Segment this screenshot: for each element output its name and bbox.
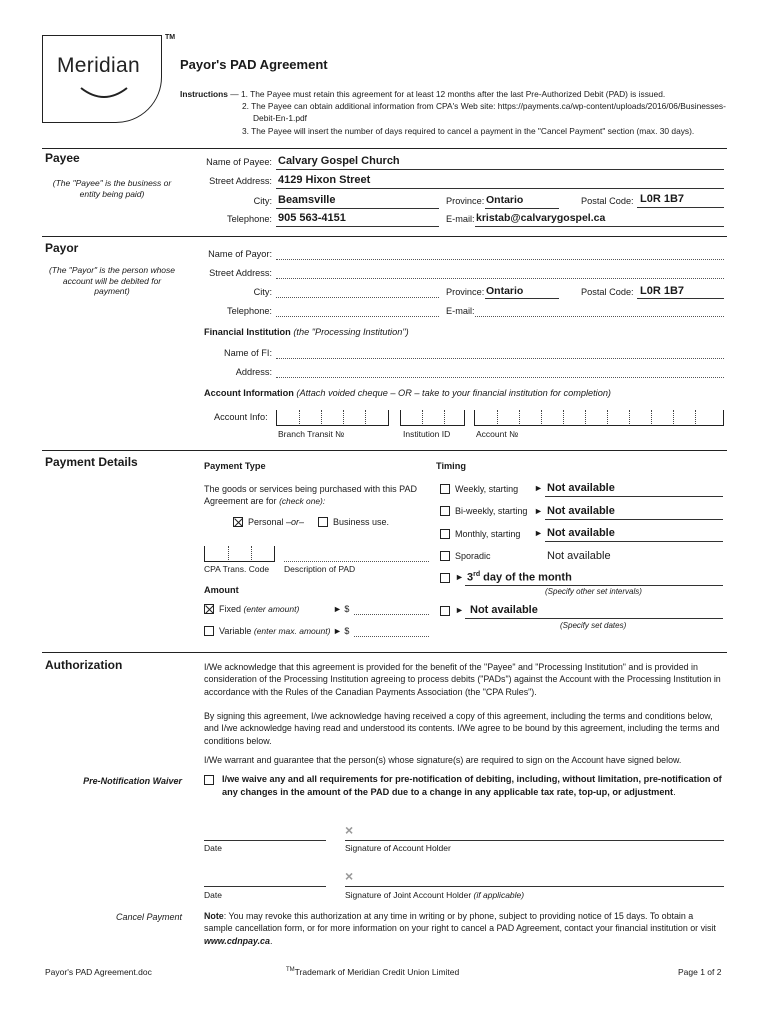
variable-note: (enter max. amount) [253, 626, 331, 636]
payor-province-label: Province: [446, 287, 485, 297]
account-note: (Attach voided cheque – OR – take to your financial institution for completion) [296, 388, 611, 398]
payee-postal-label: Postal Code: [581, 196, 634, 206]
personal-label: Personal [248, 517, 284, 527]
payee-phone-line [276, 226, 439, 227]
payee-city-line [276, 208, 439, 209]
waiver-label: Pre-Notification Waiver [83, 776, 182, 786]
variable-amount-checkbox[interactable] [204, 626, 214, 636]
instruction-2: 2. The Payee can obtain additional information from CPA's Web site: https://payments.ca/wp-content/uploads/2016/06/Businesses-Debit-En-1.pdf [242, 101, 726, 124]
payee-street-label: Street Address: [209, 176, 272, 186]
set-dates-arrow: ► [455, 605, 464, 615]
instructions [180, 88, 735, 137]
pad-description-field[interactable] [284, 561, 429, 562]
payee-name-value[interactable]: Calvary Gospel Church [278, 155, 400, 167]
waiver-text: I/we waive any and all requirements for pre-notification of debiting, including, without limitation, pre-notification of any changes in the amount of the PAD due to a change in any applicable tax rate, top-up, or adjustment [222, 774, 722, 797]
footer-tm-mark: TM [286, 967, 295, 974]
fi-address-field[interactable] [276, 377, 724, 378]
footer-doc-name: Payor's PAD Agreement.doc [45, 967, 152, 977]
payee-section-title: Payee [45, 151, 80, 165]
payor-note: (The "Payor" is the person whose account will be debited for payment) [48, 265, 176, 296]
account-title: Account Information [204, 388, 294, 398]
personal-row [248, 517, 304, 527]
account-number-field[interactable] [474, 410, 724, 426]
payee-phone-value[interactable]: 905 563-4151 [278, 212, 346, 224]
payor-postal-value[interactable]: L0R 1B7 [640, 285, 685, 297]
authorization-p3: I/We warrant and guarantee that the person(s) whose signature(s) are required to sign on the Account have signed below. [204, 755, 682, 765]
monthly-label: Monthly, starting [455, 529, 521, 539]
sign-here-icon: × [345, 868, 354, 884]
instructions-label: Instructions [180, 89, 228, 99]
sporadic-label: Sporadic [455, 551, 491, 561]
payee-street-value[interactable]: 4129 Hixon Street [278, 174, 371, 186]
other-interval-line [465, 585, 723, 586]
authorization-section-title: Authorization [45, 658, 123, 672]
payee-name-label: Name of Payee: [206, 157, 272, 167]
other-interval-sup: rd [473, 571, 481, 578]
other-interval-rest: day of the month [480, 571, 572, 584]
weekly-label: Weekly, starting [455, 484, 519, 494]
set-dates-line [465, 618, 723, 619]
section-divider [42, 236, 727, 237]
variable-arrow: ► $ [333, 626, 350, 636]
payee-province-label: Province: [446, 196, 485, 206]
footer-page-number: Page 1 of 2 [678, 967, 722, 977]
logo-smile-icon [79, 84, 129, 102]
meridian-logo [42, 34, 176, 123]
payor-province-value[interactable]: Ontario [486, 285, 524, 297]
timing-title: Timing [436, 461, 466, 471]
payee-note: (The "Payee" is the business or entity being paid) [52, 178, 172, 199]
authorization-p1: I/We acknowledge that this agreement is provided for the benefit of the "Payee" and "Processing Institution" and is provided in consideration of the Processing Institution agreeing to process debits ("PADs") against the Account with the Processing Institution in accordance with the Rules of the Canadian Payments Association (the "CPA Rules"). [204, 662, 721, 697]
footer-trademark [286, 967, 459, 977]
fi-heading [204, 327, 409, 337]
joint-signature-note: (if applicable) [473, 890, 525, 900]
payee-city-label: City: [253, 196, 272, 206]
payor-email-label: E-mail: [446, 306, 475, 316]
logo-text: Meridian [57, 54, 140, 77]
or-label: –or– [286, 517, 305, 527]
signature-holder-label: Signature of Account Holder [345, 843, 451, 853]
institution-id-field[interactable] [400, 410, 465, 426]
fixed-label: Fixed [219, 604, 242, 614]
date2-line[interactable] [204, 886, 326, 887]
date-line[interactable] [204, 840, 326, 841]
monthly-value[interactable]: Not available [547, 527, 615, 539]
payor-phone-label: Telephone: [227, 306, 272, 316]
authorization-p2: By signing this agreement, I/we acknowledge having received a copy of this agreement, including the terms and conditions below, and I/we acknowledge having read and understood its contents. I/We agree to be bound by this agreement, including the terms and conditions below. [204, 711, 720, 746]
payment-type-check: (check one): [279, 496, 326, 506]
personal-checkbox[interactable] [233, 517, 243, 527]
page-title: Payor's PAD Agreement [180, 57, 328, 72]
joint-signature-label-row [345, 890, 524, 900]
other-interval-checkbox[interactable] [440, 573, 450, 583]
payee-street-line [276, 188, 724, 189]
weekly-line [545, 496, 723, 497]
monthly-arrow: ► [534, 528, 543, 538]
payment-type-text [204, 483, 429, 507]
date2-label: Date [204, 890, 222, 900]
biweekly-checkbox[interactable] [440, 506, 450, 516]
joint-signature-label: Signature of Joint Account Holder [345, 890, 472, 900]
set-dates-value[interactable]: Not available [470, 604, 538, 616]
monthly-checkbox[interactable] [440, 529, 450, 539]
signature-line[interactable] [345, 840, 724, 841]
cancel-note-text: : You may revoke this authorization at any time in writing or by phone, subject to providing notice of 15 days. To obtain a sample cancellation form, or for more information on your right to cancel a PAD Agreement, contact your financial institution or visit [204, 911, 716, 934]
institution-id-label: Institution ID [403, 429, 451, 439]
instruction-1: 1. The Payee must retain this agreement for at least 12 months after the last Pre-Authorized Debit (PAD) is issued. [240, 89, 666, 99]
payment-type-desc: The goods or services being purchased with this PAD Agreement are for [204, 484, 417, 506]
amount-title: Amount [204, 585, 239, 595]
fixed-amount-checkbox[interactable] [204, 604, 214, 614]
other-interval-value[interactable] [467, 571, 572, 584]
waiver-end: . [673, 787, 676, 797]
payee-province-line [485, 208, 559, 209]
biweekly-arrow: ► [534, 506, 543, 516]
variable-amount-field[interactable] [354, 636, 429, 637]
payee-email-line [475, 226, 724, 227]
waiver-text-block [222, 773, 724, 799]
other-interval-num: 3 [467, 571, 474, 584]
cancel-payment-text [204, 910, 724, 947]
payor-name-label: Name of Payor: [208, 249, 272, 259]
fi-name-field[interactable] [276, 358, 724, 359]
weekly-value[interactable]: Not available [547, 482, 615, 494]
pad-description-label: Description of PAD [284, 564, 356, 574]
cancel-payment-label: Cancel Payment [115, 912, 182, 922]
set-dates-checkbox[interactable] [440, 606, 450, 616]
payment-type-title: Payment Type [204, 461, 266, 471]
payor-postal-line [637, 298, 724, 299]
sporadic-value[interactable]: Not available [547, 550, 611, 562]
cdnpay-link[interactable]: www.cdnpay.ca [204, 935, 270, 946]
payor-postal-label: Postal Code: [581, 287, 634, 297]
branch-transit-field[interactable] [276, 410, 389, 426]
payor-section-title: Payor [45, 241, 79, 255]
payor-city-label: City: [253, 287, 272, 297]
payor-name-field[interactable] [276, 259, 724, 260]
payee-name-line [276, 169, 724, 170]
cpa-code-field[interactable] [204, 546, 275, 562]
payee-city-value[interactable]: Beamsville [278, 194, 336, 206]
other-interval-note: (Specify other set intervals) [545, 587, 642, 596]
payor-street-field[interactable] [276, 278, 724, 279]
variable-amount-row [219, 626, 330, 636]
payor-province-line [485, 298, 559, 299]
instruction-3: 3. The Payee will insert the number of days required to cancel a payment in the "Cancel Payment" section (max. 30 days). [242, 125, 695, 136]
fixed-amount-field[interactable] [354, 614, 429, 615]
payor-phone-field[interactable] [276, 316, 439, 317]
fixed-arrow: ► $ [333, 604, 350, 614]
fi-name-label: Name of FI: [224, 348, 272, 358]
account-info-label: Account Info: [214, 412, 268, 422]
waiver-checkbox[interactable] [204, 775, 214, 785]
weekly-checkbox[interactable] [440, 484, 450, 494]
sporadic-checkbox[interactable] [440, 551, 450, 561]
account-number-label: Account № [476, 429, 519, 439]
monthly-line [545, 541, 723, 542]
biweekly-line [545, 519, 723, 520]
footer-trademark-text: Trademark of Meridian Credit Union Limited [294, 967, 460, 977]
fi-title: Financial Institution [204, 327, 291, 337]
payee-postal-line [637, 207, 724, 208]
branch-transit-label: Branch Transit № [278, 429, 345, 439]
payee-email-label: E-mail: [446, 214, 475, 224]
set-dates-note: (Specify set dates) [560, 621, 627, 630]
other-interval-arrow: ► [455, 572, 464, 582]
business-label: Business use. [333, 517, 390, 527]
account-heading [204, 388, 611, 398]
business-checkbox[interactable] [318, 517, 328, 527]
biweekly-label: Bi-weekly, starting [455, 506, 528, 516]
cancel-note-end: . [269, 935, 273, 946]
joint-signature-line[interactable] [345, 886, 724, 887]
payee-province-value[interactable]: Ontario [486, 194, 524, 206]
fi-note: (the "Processing Institution") [293, 327, 409, 337]
section-divider [42, 148, 727, 149]
cancel-note-label: Note [204, 911, 224, 921]
payment-section-title: Payment Details [45, 455, 138, 469]
payee-phone-label: Telephone: [227, 214, 272, 224]
fixed-amount-row [219, 604, 299, 614]
section-divider [42, 652, 727, 653]
section-divider [42, 450, 727, 451]
variable-label: Variable [219, 626, 252, 636]
payee-email-value[interactable]: kristab@calvarygospel.ca [476, 212, 606, 224]
date-label: Date [204, 843, 222, 853]
sign-here-icon: × [345, 822, 354, 838]
instructions-dash: — [230, 89, 239, 99]
payor-email-field[interactable] [475, 316, 724, 317]
payor-city-field[interactable] [276, 297, 439, 298]
fi-address-label: Address: [235, 367, 272, 377]
cpa-code-label: CPA Trans. Code [204, 564, 270, 574]
fixed-note: (enter amount) [243, 604, 300, 614]
payee-postal-value[interactable]: L0R 1B7 [640, 193, 685, 205]
trademark-mark: TM [165, 34, 176, 41]
weekly-arrow: ► [534, 483, 543, 493]
payor-street-label: Street Address: [209, 268, 272, 278]
biweekly-value[interactable]: Not available [547, 505, 615, 517]
